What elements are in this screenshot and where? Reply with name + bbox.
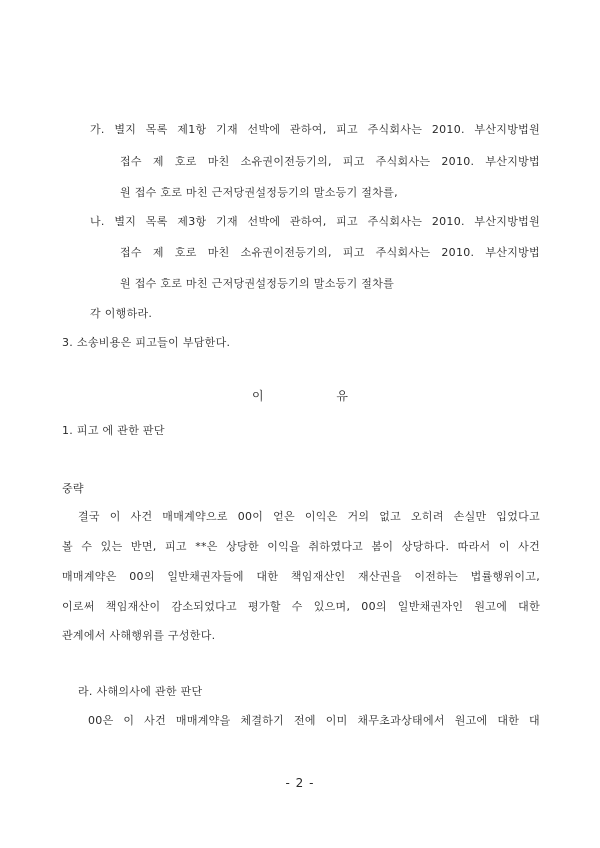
order-item-na-line-1: 나. 별지 목록 제3항 기재 선박에 관하여, 피고 주식회사는 2010. 부산지방법원	[90, 215, 540, 228]
reason-heading-char-1: 이	[252, 389, 264, 403]
reason-heading-char-2: 유	[336, 389, 348, 403]
page-number: - 2 -	[285, 776, 315, 790]
paragraph-1-line-1: 결국 이 사건 매매계약으로 00이 얻은 이익은 거의 없고 오히려 손실만 입었다고	[78, 510, 540, 523]
omitted-note: 중략	[62, 482, 84, 495]
order-item-ga-line-2: 접수 제 호로 마친 소유권이전등기의, 피고 주식회사는 2010. 부산지방법	[120, 155, 540, 168]
order-item-na-line-3: 원 접수 호로 마친 근저당권설정등기의 말소등기 절차를	[120, 277, 395, 290]
order-item-ga-line-3: 원 접수 호로 마친 근저당권설정등기의 말소등기 절차를,	[120, 186, 398, 199]
costs-clause: 3. 소송비용은 피고들이 부담한다.	[62, 336, 231, 349]
section-ra-title: 라. 사해의사에 관한 판단	[78, 685, 203, 698]
paragraph-1-line-3: 매매계약은 00의 일반채권자들에 대한 책임재산인 재산권을 이전하는 법률행위이고,	[62, 570, 540, 583]
order-item-ga-line-1: 가. 별지 목록 제1항 기재 선박에 관하여, 피고 주식회사는 2010. 부산지방법원	[90, 123, 540, 136]
paragraph-1-line-2: 볼 수 있는 반면, 피고 **은 상당한 이익을 취하였다고 봄이 상당하다. 따라서 이 사건	[62, 540, 540, 553]
order-item-na-line-2: 접수 제 호로 마친 소유권이전등기의, 피고 주식회사는 2010. 부산지방법	[120, 246, 540, 259]
section-1-title: 1. 피고 에 관한 판단	[62, 424, 165, 437]
paragraph-1-line-5: 관계에서 사해행위를 구성한다.	[62, 629, 216, 642]
paragraph-2-line-1: 00은 이 사건 매매계약을 체결하기 전에 이미 채무초과상태에서 원고에 대한 대	[88, 714, 540, 727]
paragraph-1-line-4: 이로써 책임재산이 감소되었다고 평가할 수 있으며, 00의 일반채권자인 원고에 대한	[62, 600, 540, 613]
order-closing: 각 이행하라.	[90, 307, 153, 320]
reason-heading	[252, 389, 348, 403]
